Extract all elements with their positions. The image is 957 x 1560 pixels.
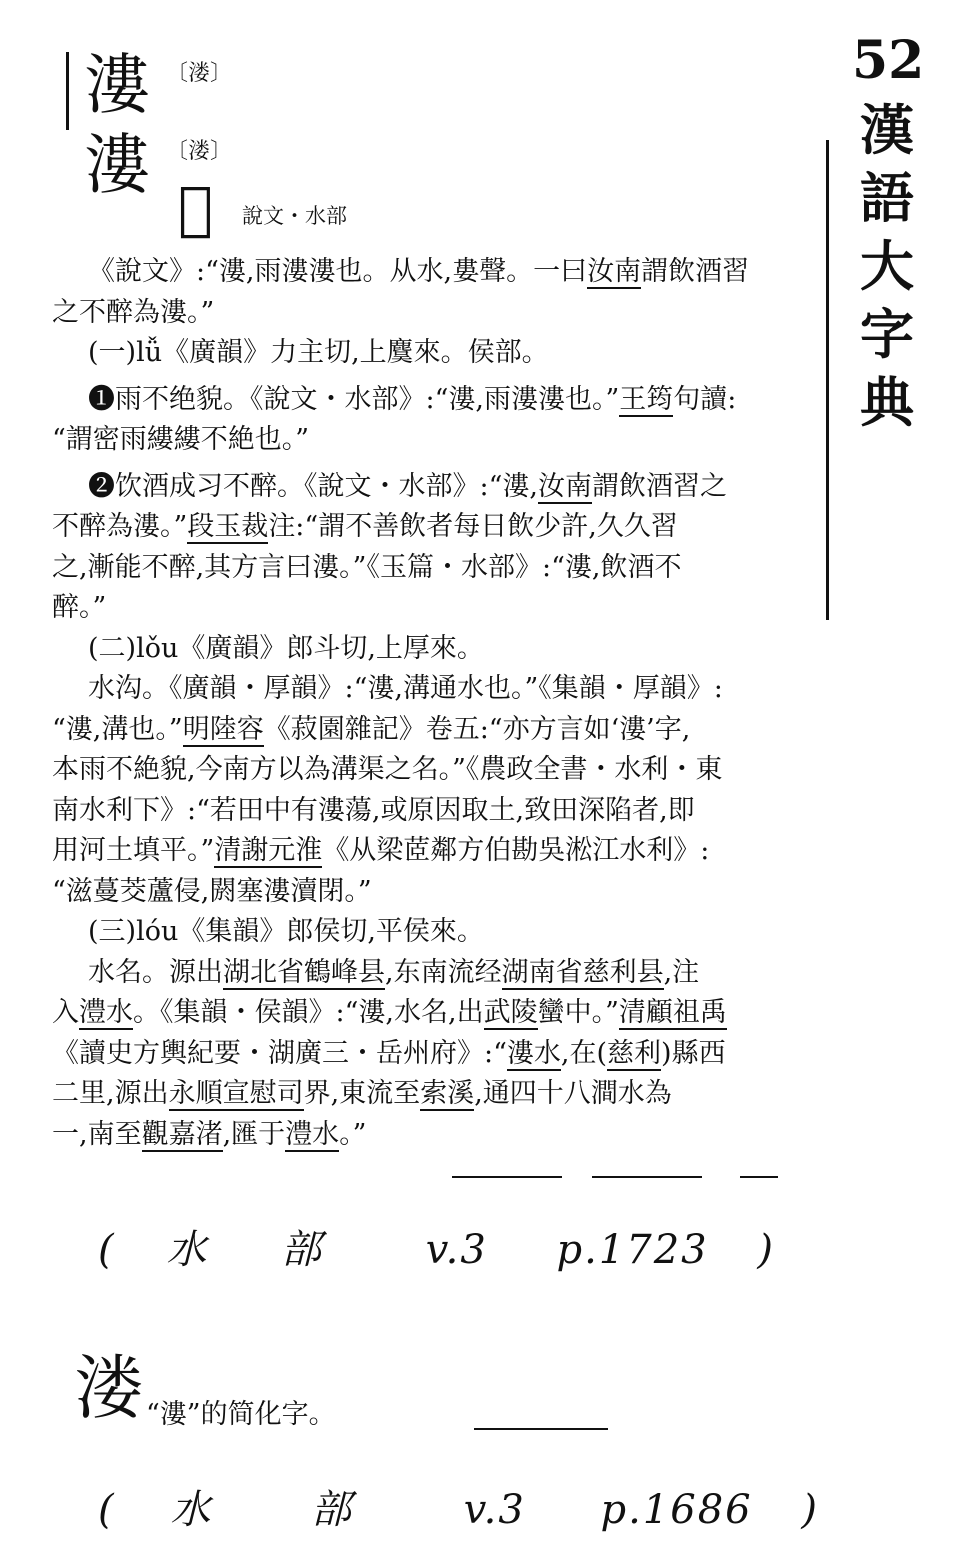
title-char: 漢: [860, 98, 914, 162]
text-line: “謂密雨縷縷不絶也。”: [52, 424, 310, 455]
handwritten-citation: ( 水 部 v.3 p.1686 ): [98, 1487, 819, 1533]
reading-3: (三)lóu《集韻》郎侯切,平侯來。: [88, 916, 484, 947]
sense-river-name: 水名。源出湖北省鶴峰县,东南流经湖南省慈利县,注: [88, 956, 700, 988]
title-char: 典: [860, 370, 914, 434]
text-line: 本雨不絶貌,今南方以為溝渠之名。”《農政全書・水利・東: [52, 754, 723, 785]
title-char: 語: [860, 166, 914, 230]
text-line: 之不醉為漊。”: [52, 296, 215, 328]
separator-line: [740, 1176, 778, 1178]
dictionary-title: [858, 96, 916, 436]
separator-line: [592, 1176, 702, 1178]
reading-2: (二)lǒu《廣韻》郎斗切,上厚來。: [88, 632, 484, 664]
text-line: 之,漸能不醉,其方言曰漊。”《玉篇・水部》:“漊,飲酒不: [52, 551, 682, 583]
handwritten-citation: ( 水 部 v.3 p.1723 ): [98, 1227, 775, 1273]
right-margin-rule: [826, 140, 829, 620]
text-line: 《讀史方輿紀要・湖廣三・岳州府》:“漊水,在(慈利)縣西: [52, 1037, 726, 1069]
seal-source: 說文・水部: [242, 204, 347, 228]
volume-number: 52: [852, 30, 925, 91]
sense-1: ❶雨不绝貌。《說文・水部》:“漊,雨漊漊也。”王筠句讀:: [88, 383, 737, 415]
title-char: 大: [860, 234, 914, 298]
text-line: 入澧水。《集韻・侯韻》:“漊,水名,出武陵蠻中。”清顧祖禹: [52, 997, 727, 1028]
separator-line: [452, 1176, 562, 1178]
text-line: 南水利下》:“若田中有漊蕩,或原因取土,致田深陷者,即: [52, 794, 695, 826]
text-line: 一,南至觀嘉渚,匯于澧水。”: [52, 1118, 367, 1150]
reading-1: (一)lǚ《廣韻》力主切,上麌來。侯部。: [88, 337, 549, 368]
text-line: 二里,源出永順宣慰司界,東流至索溪,通四十八澗水為: [52, 1078, 672, 1109]
headword: 漊: [84, 46, 150, 123]
text-line: 用河土填平。”清謝元淮《从梁茝鄰方伯勘吳淞江水利》:: [52, 835, 710, 866]
left-margin-rule: [66, 52, 69, 130]
text-line: 不醉為漊。”段玉裁注:“謂不善飲者每日飲少許,久久習: [52, 511, 678, 542]
separator-line: [474, 1428, 608, 1430]
headword-variant: 〔溇〕: [166, 61, 233, 86]
title-char: 字: [860, 302, 914, 366]
seal-script-glyph: 𣸋: [178, 174, 213, 242]
text-line: 《說文》:“漊,雨漊漊也。从水,婁聲。一曰汝南謂飲酒習: [88, 256, 750, 287]
text-line: “漊,溝也。”明陸容《菽園雜記》卷五:“亦方言如‘漊’字,: [52, 713, 691, 745]
text-line: 醉。”: [52, 592, 107, 623]
sense-2: ❷饮酒成习不醉。《說文・水部》:“漊,汝南謂飲酒習之: [88, 470, 727, 502]
sense-water-channel: 水沟。《廣韻・厚韻》:“漊,溝通水也。”《集韻・厚韻》:: [88, 673, 723, 704]
text-line: “滋蔓茭蘆侵,閼塞漊瀆閉。”: [52, 875, 372, 907]
entry-body: [52, 252, 822, 1155]
simplified-headword: 溇: [74, 1347, 144, 1429]
headword-alt: 漊: [84, 126, 150, 203]
simplified-definition: “漊”的简化字。: [146, 1399, 336, 1430]
headword-alt-variant: 〔溇〕: [166, 139, 233, 164]
